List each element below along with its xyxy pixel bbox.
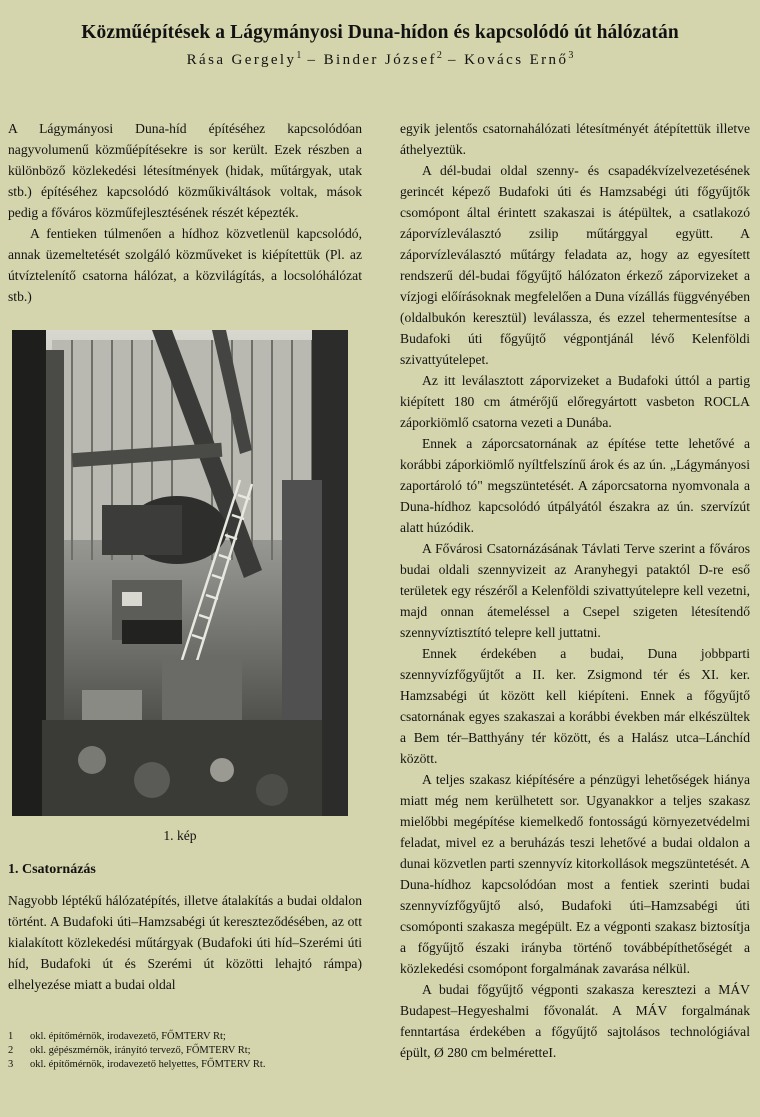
footnote-number: 3 <box>8 1059 14 1070</box>
footnote-number: 2 <box>8 1045 14 1056</box>
section-paragraph: Nagyobb léptékű hálózatépítés, illetve átalakítás a budai oldalon történt. A Budafoki úti–Hamzsabégi út kereszteződésében, az ott kialakított közlekedési műtárgyak (Budafoki úti híd–Szerémi úti híd, Budafoki út és Szerémi út közötti lehajtó rámpa) elhelyezése miatt a budai oldal <box>8 893 362 992</box>
photo-caption: 1. kép <box>163 828 197 843</box>
footnote-text: okl. építőmérnök, irodavezető helyettes, FŐMTERV Rt. <box>30 1059 266 1070</box>
footnote-mark: 2 <box>436 50 442 61</box>
section-heading: 1. Csatornázás <box>8 862 96 877</box>
author-name: Kovács Ernő <box>464 52 569 68</box>
footnote-number: 1 <box>8 1031 14 1042</box>
footnote-text: okl. gépészmérnök, irányító tervező, FŐMTERV Rt; <box>30 1045 251 1056</box>
footnote-mark: 1 <box>296 50 302 61</box>
author-separator: – <box>441 52 465 68</box>
author-name: Binder József <box>323 52 437 68</box>
footnote <box>8 1058 362 1072</box>
intro-paragraph: A Lágymányosi Duna-híd építéséhez kapcsolódóan nagyvolumenű közműépítésekre is sor került. Ezek részben a különböző közlekedési létesítmények (hidak, műtárgyak, utak stb.) építéséhez kapcsolódó közműkiváltások voltak, mások pedig a főváros közműfejlesztésének részét képezték. <box>8 121 362 220</box>
left-column <box>8 118 362 307</box>
body-paragraph: A Fővárosi Csatornázásának Távlati Terve szerint a főváros budai oldali szennyvizeit az Aranyhegyi pataktól D-re eső területek egy részéről a Kelenföldi szivattyútelepre kell vezetni, majd onnan átemeléssel a Csepel szigeten létesítendő szennyvíztisztító telepre kell juttatni. <box>400 541 750 640</box>
body-paragraph: A budai főgyűjtő végponti szakasza keresztezi a MÁV Budapest–Hegyeshalmi fővonalát. A MÁV forgalmának fenntartása érdekében a főgyűjtő sajtolásos technológiával épült, Ø 280 cm belméretteI. <box>400 982 750 1060</box>
author-line <box>0 50 760 69</box>
footnote <box>8 1044 362 1058</box>
footnote <box>8 1030 362 1044</box>
footnotes <box>8 1030 362 1072</box>
body-paragraph: Ennek a záporcsatornának az építése tette lehetővé a korábbi záporkiömlő nyíltfelszínű árok és az ún. „Lágymányosi zaportároló tó" megszüntetését. A záporcsatorna nyomvonala a Duna-hídhoz kapcsolódó útpályától északra az ún. szervízút alatt húzódik. <box>400 436 750 535</box>
body-paragraph: A dél-budai oldal szenny- és csapadékvízelvezetésének gerincét képező Budafoki úti és Hamzsabégi úti főgyűjtők csomópont által érintett szakaszai is átépültek, a csatlakozó záporvízleválasztó zsilip műtárggyal együtt. A záporvízleválasztó műtárgy feladata az, hogy az egyesített rendszerű dél-budai főgyűjtő hálózaton érkező záporvizeket a vízjogi előírásoknak megfelelően a Duna vízállás függvényében (oldalbukón keresztül) leválassza, és ezzel tehermentesítse a Budafoki úti főgyűjtő végpontjánál lévő Kelenföldi szivattyútelepet. <box>400 163 750 367</box>
body-paragraph: egyik jelentős csatornahálózati létesítményét átépítettük illetve áthelyeztük. <box>400 121 750 157</box>
footnote-text: okl. építőmérnök, irodavezető, FŐMTERV Rt; <box>30 1031 226 1042</box>
intro-paragraph: A fentieken túlmenően a hídhoz közvetlenül kapcsolódó, annak üzemeltetését szolgáló közműveket is kiépítettük (Pl. az útvíztelenítő csatorna hálózat, a közvilágítás, a locsolóhálózat stb.) <box>8 226 362 304</box>
author-separator: – <box>301 52 324 68</box>
section-body <box>8 890 362 995</box>
body-paragraph: Ennek érdekében a budai, Duna jobbparti szennyvízfőgyűjtőt a II. ker. Zsigmond tér és XI. ker. Hamzsabégi út között kell kiépíteni. Ennek a főgyűjtő csatornának egyes szakaszai a korábbi években már elkészültek a Bem tér–Batthyány tér között, és a Halász utca–Lánchíd között. <box>400 646 750 766</box>
author-name: Rása Gergely <box>186 52 297 68</box>
body-paragraph: Az itt leválasztott záporvizeket a Budafoki úttól a partig kiépített 180 cm átmérőjű előregyártott vasbeton ROCLA záporkiömlő csatorna vezeti a Dunába. <box>400 373 750 430</box>
construction-photo <box>12 330 348 816</box>
right-column <box>400 118 750 1063</box>
article-title: Közműépítések a Lágymányosi Duna-hídon és kapcsolódó út hálózatán <box>81 22 679 43</box>
body-paragraph: A teljes szakasz kiépítésére a pénzügyi lehetőségek hiánya miatt még nem kerülhetett sor. Ugyanakkor a teljes szakasz mielőbbi megépítése kiemelkedő fontosságú környezetvédelmi feladat, mivel ez a beruházás teszi lehetővé a budai oldalon a dunai közvetlen parti szennyvíz kitorkollások megszüntetését. A Duna-hídhoz kapcsolódóan most a fentiek szerinti budai szennyvízfőgyűjtő alsó, Budafoki úti–Hamzsabégi úti csomóponti szakasza megépült. Ez a végponti szakasz biztosítja a főgyűjtő északi irányba történő továbbépíthetőségét a közlekedési csomópont forgalmának zavarása nélkül. <box>400 772 750 976</box>
footnote-mark: 3 <box>568 50 574 61</box>
